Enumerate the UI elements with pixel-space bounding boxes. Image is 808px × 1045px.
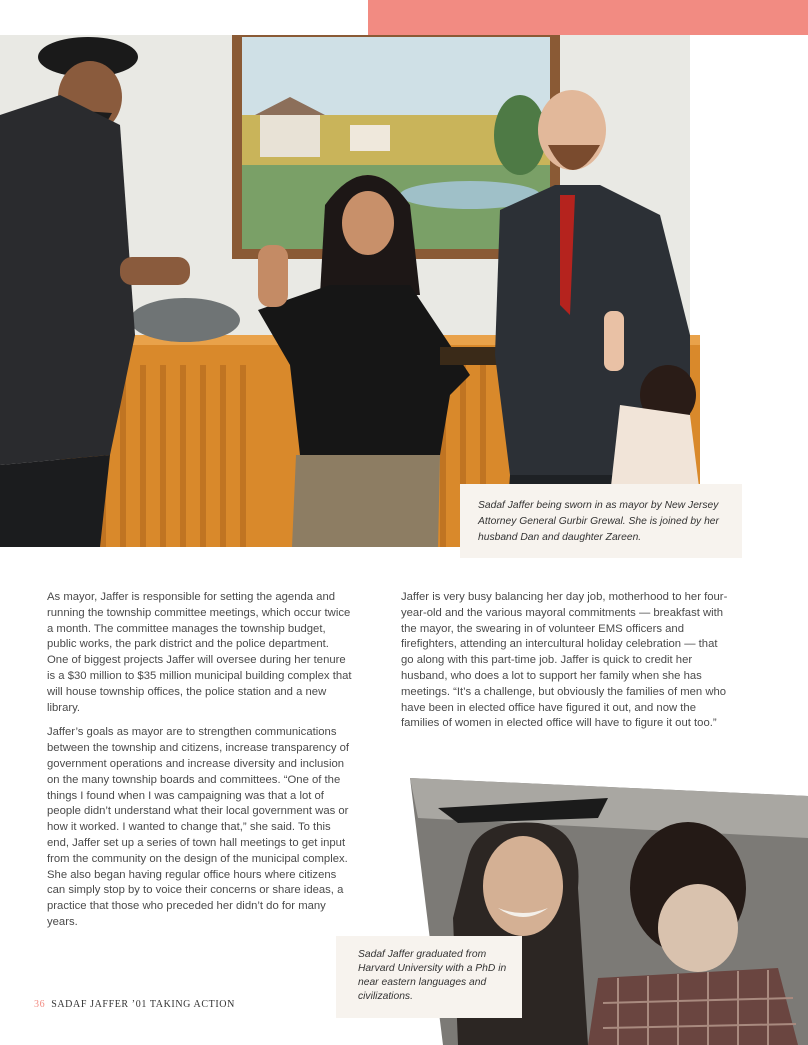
article-left-column [47,590,352,940]
top-photo-caption: Sadaf Jaffer being sworn in as mayor by New Jersey Attorney General Gurbir Grewal. She is joined by her husband Dan and daughter Zareen. [460,484,742,558]
swearing-in-photo [0,35,808,547]
article-paragraph: As mayor, Jaffer is responsible for setting the agenda and running the township committee meetings, which occur twice a month. The committee manages the township budget, public works, the park district and the police department. One of biggest projects Jaffer will oversee during her tenure is a $30 million to $35 million municipal building complex that will house township offices, the police station and a new library. [47,591,352,714]
bottom-photo-caption: Sadaf Jaffer graduated from Harvard University with a PhD in near eastern languages and civilizations. [336,936,522,1018]
footer-title: SADAF JAFFER ’01 TAKING ACTION [51,999,235,1010]
article-paragraph: Jaffer is very busy balancing her day job, motherhood to her four-year-old and the various mayoral commitments — breakfast with the mayor, the swearing in of volunteer EMS officers and firefighters, attending an intercultural holiday celebration — that go along with this part-time job. Jaffer is quick to credit her husband, who does a lot to support her family when she has meetings. “It’s a challenge, but obviously the families of men who have been in elected office have figured it out, and now the families of women in elected office will have to figure it out too.” [401,591,728,730]
article-paragraph: Jaffer’s goals as mayor are to strengthen communications between the township and citizens, increase transparency of government operations and increase diversity and inclusion on the many township boards and committees. “One of the things I found when I was campaigning was that a lot of people didn’t understand what their local government was or how it worked. I wanted to change that,” she said. To this end, Jaffer set up a series of town hall meetings to get input from the community on the design of the municipal complex. She also began having regular office hours where citizens can simply stop by to voice their concerns or share ideas, a practice that those who preceded her didn’t do for many years. [47,726,350,928]
article-right-column [401,590,731,741]
page-number: 36 [34,999,46,1010]
page-footer [34,999,235,1010]
